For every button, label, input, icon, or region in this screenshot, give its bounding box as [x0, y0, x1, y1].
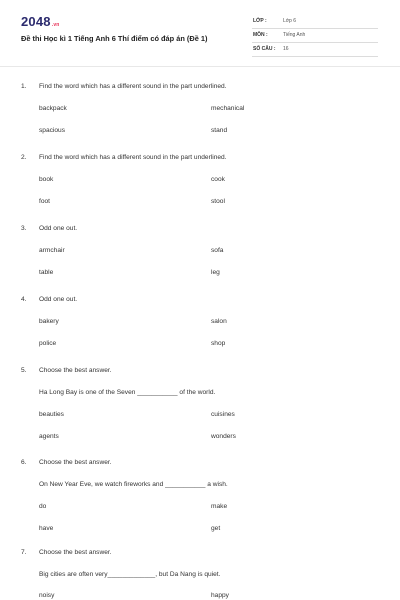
- option-c[interactable]: foot: [39, 198, 50, 205]
- meta-label: MÔN :: [253, 32, 268, 38]
- option-b[interactable]: cuisines: [211, 411, 235, 418]
- option-c[interactable]: police: [39, 340, 57, 347]
- option-b[interactable]: happy: [211, 592, 229, 599]
- option-d[interactable]: get: [211, 525, 221, 532]
- question-number: 4.: [21, 296, 27, 303]
- question-number: 1.: [21, 83, 27, 90]
- option-c[interactable]: agents: [39, 433, 59, 440]
- question-prompt: 1. Find the word which has a different sound in the part underlined.: [21, 83, 227, 90]
- option-d[interactable]: shop: [211, 340, 226, 347]
- option-a[interactable]: backpack: [39, 105, 67, 112]
- header-divider: [0, 66, 400, 67]
- option-a[interactable]: armchair: [39, 247, 65, 254]
- option-c[interactable]: have: [39, 525, 54, 532]
- question-prompt: 5. Choose the best answer.: [21, 367, 112, 374]
- document-title: Đề thi Học kì 1 Tiếng Anh 6 Thí điểm có đáp án (Đề 1): [21, 34, 208, 43]
- question-sentence: On New Year Eve, we watch fireworks and ___________ a wish.: [39, 481, 228, 488]
- question-prompt: 4. Odd one out.: [21, 296, 78, 303]
- question-prompt: 2. Find the word which has a different sound in the part underlined.: [21, 154, 227, 161]
- option-b[interactable]: make: [211, 503, 228, 510]
- question-prompt: 6. Choose the best answer.: [21, 459, 112, 466]
- option-a[interactable]: do: [39, 503, 47, 510]
- option-c[interactable]: table: [39, 269, 54, 276]
- meta-subject-row: [252, 28, 378, 43]
- meta-label: SỐ CÂU :: [253, 46, 276, 52]
- question-prompt: 3. Odd one out.: [21, 225, 78, 232]
- page-header: [0, 0, 400, 64]
- question-number: 7.: [21, 549, 27, 556]
- question-prompt: 7. Choose the best answer.: [21, 549, 112, 556]
- option-c[interactable]: spacious: [39, 127, 66, 134]
- question-number: 3.: [21, 225, 27, 232]
- option-b[interactable]: sofa: [211, 247, 224, 254]
- meta-label: LỚP :: [253, 18, 267, 24]
- option-a[interactable]: book: [39, 176, 54, 183]
- option-d[interactable]: stand: [211, 127, 228, 134]
- option-b[interactable]: cook: [211, 176, 225, 183]
- question-number: 2.: [21, 154, 27, 161]
- meta-value: Tiếng Anh: [283, 32, 306, 38]
- question-sentence: Big cities are often very_____________, but Da Nang is quiet.: [39, 571, 221, 578]
- meta-count-row: [252, 42, 378, 57]
- option-a[interactable]: noisy: [39, 592, 55, 599]
- option-a[interactable]: bakery: [39, 318, 59, 325]
- option-b[interactable]: mechanical: [211, 105, 245, 112]
- option-d[interactable]: stool: [211, 198, 225, 205]
- question-number: 5.: [21, 367, 27, 374]
- option-b[interactable]: salon: [211, 318, 227, 325]
- option-d[interactable]: wonders: [211, 433, 236, 440]
- meta-value: Lớp 6: [283, 18, 297, 24]
- site-logo[interactable]: 2048.vn: [21, 14, 60, 29]
- option-d[interactable]: leg: [211, 269, 220, 276]
- question-sentence: Ha Long Bay is one of the Seven ___________ of the world.: [39, 389, 216, 396]
- meta-value: 16: [283, 46, 289, 52]
- logo-suffix: .vn: [51, 22, 60, 28]
- question-number: 6.: [21, 459, 27, 466]
- meta-class-row: [252, 14, 378, 29]
- option-a[interactable]: beauties: [39, 411, 64, 418]
